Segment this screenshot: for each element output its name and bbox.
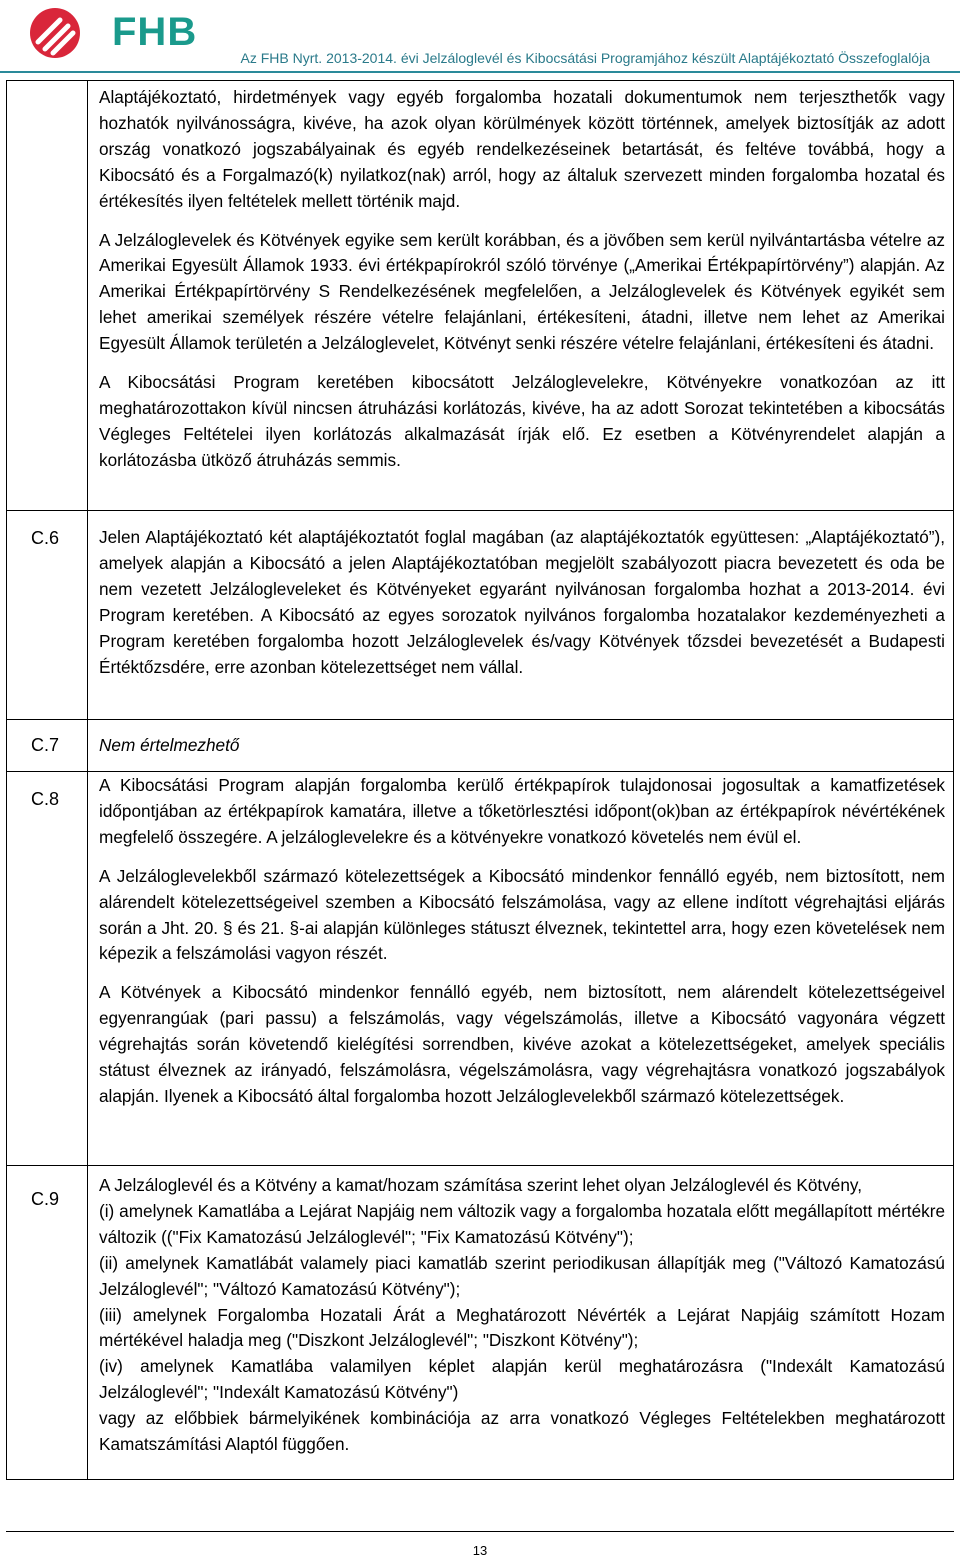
- text-line: (i) amelynek Kamatlába a Lejárat Napjáig nem változik vagy a forgalomba hozatala előtt megállapított mértékre változik (("Fix Kamatozású Jelzáloglevél"; "Fix Kamatozású Kötvény");: [99, 1200, 945, 1247]
- fhb-logo: [28, 6, 198, 60]
- paragraph: Jelen Alaptájékoztató két alaptájékoztatót foglal magában (az alaptájékoztatók együttesen: „Alaptájékoztató”), amelyek alapján a Kibocsátó a jelen Alaptájékoztatóban megjelölt szabályozott piacra bevezetett és oda be nem vezetett Jelzálogleveleket és Kötvényeket egyaránt nyilvánosan forgalomba hozhat a 2013-2014. évi Program keretében. A Kibocsátó az egyes sorozatok nyilvános forgalomba hozatalakor kezdeményezheti a Program keretében forgalomba hozott Jelzáloglevelek és/vagy Kötvények tőzsdei bevezetését a Budapesti Értéktőzsdére, erre azonban kötelezettséget nem vállal.: [99, 527, 945, 677]
- document-header-title: Az FHB Nyrt. 2013-2014. évi Jelzáloglevél és Kibocsátási Programjához készült Alaptájékoztató Összefoglalója: [240, 50, 930, 66]
- header-divider: [0, 71, 960, 73]
- row-continued-content: [99, 85, 945, 487]
- paragraph: A Jelzáloglevelek és Kötvények egyike sem került korábban, és a jövőben sem kerül nyilvántartásba vételre az Amerikai Egyesült Államok 1933. évi értékpapírokról szóló törvénye („Amerikai Értékpapírtörvény”) alapján. Az Amerikai Értékpapírtörvény S Rendelkezésének megfelelően, a Jelzáloglevelek és Kötvények egyikét sem lehet amerikai személyek részére vételre felajánlani, értékesíteni, átadni, illetve nem lehet az Amerikai Egyesült Államok területén a Jelzáloglevelet, Kötvényt senki részére vételre felajánlani, értékesíteni és átadni.: [99, 229, 945, 354]
- row-c8-content: [99, 773, 945, 1123]
- paragraph: A Kötvények a Kibocsátó mindenkor fennálló egyéb, nem biztosított, nem alárendelt kötelezettségeivel egyenrangúak (pari passu) a felszámolás, vagy végelszámolás, illetve a Kibocsátó vagyonára végzett végrehajtás során követendő kielégítési sorrendben, kivéve azokat a kötelezettségeket, amelyek speciális státust élveznek az irányadó, felszámolásra, végelszámolásra, vagy végrehajtásra vonatkozó jogszabályok alapján. Ilyenek a Kibocsátó által forgalomba hozott Jelzáloglevelekből származó kötelezettségek.: [99, 982, 945, 1106]
- text-line: vagy az előbbiek bármelyikének kombinációja az arra vonatkozó Végleges Feltételekben meghatározott Kamatszámítási Alaptól függően.: [99, 1408, 945, 1455]
- paragraph: A Kibocsátási Program keretében kibocsátott Jelzáloglevelekre, Kötvényekre vonatkozóan az itt meghatározottakon kívül nincsen átruházási korlátozás, kivéve, ha az adott Sorozat tekintetében a kibocsátás Végleges Feltételei ilyen korlátozás alkalmazását írják elő. Ez esetben a Kötvényrendelet alapján a korlátozásba ütköző átruházás semmis.: [99, 372, 945, 470]
- brand-name: FHB: [112, 10, 198, 54]
- text-line: (iii) amelynek Forgalomba Hozatali Árát a Meghatározott Névérték a Lejárat Napjáig számított Hozam mértékével haladja meg ("Diszkont Jelzáloglevél"; "Diszkont Kötvény");: [99, 1304, 945, 1351]
- row-code-c7: C.7: [31, 735, 60, 755]
- paragraph: Alaptájékoztató, hirdetmények vagy egyéb forgalomba hozatali dokumentumok nem terjeszthetők vagy hozhatók nyilvánosságra, kivéve, ha azok olyan körülmények között történnek, amelyek biztosítják az adott ország vonatkozó jogszabályainak és egyéb rendelkezéseinek betartását, és feltéve továbbá, hogy a Kibocsátó és a Forgalmazó(k) nyilatkoz(nak) arról, hogy az általuk szervezett minden forgalomba hozatal és értékesítés ilyen feltételek mellett történik majd.: [99, 87, 945, 211]
- text-line: A Jelzáloglevél és a Kötvény a kamat/hozam számítása szerint lehet olyan Jelzáloglevél és Kötvény,: [99, 1175, 863, 1195]
- row-code-c9: C.9: [31, 1189, 60, 1209]
- paragraph: A Jelzáloglevelekből származó kötelezettségek a Kibocsátó mindenkor fennálló egyéb, nem biztosított, nem alárendelt kötelezettségeivel szemben a Kibocsátó felszámolása, vagy az ellene indított végrehajtási eljárás során a Jht. 20. § és 21. §-ai alapján különleges státuszt élveznek, tekintettel arra, hogy ezen követelések nem képezik a felszámolási vagyon részét.: [99, 865, 945, 964]
- paragraph: Nem értelmezhető: [99, 735, 240, 755]
- row-code-c6: C.6: [31, 528, 60, 548]
- row-divider: [7, 510, 953, 511]
- row-code-c8: C.8: [31, 789, 60, 809]
- fhb-logo-icon: [28, 6, 84, 60]
- row-c7-content: [99, 733, 945, 772]
- page-number: 13: [472, 1543, 488, 1558]
- row-c9-content: [99, 1173, 945, 1458]
- text-line: (iv) amelynek Kamatlába valamilyen képlet alapján kerül meghatározásra ("Indexált Kamatozású Jelzáloglevél"; "Indexált Kamatozású Kötvény"): [99, 1356, 945, 1403]
- row-divider: [7, 719, 953, 720]
- column-divider: [87, 81, 88, 1479]
- row-c6-content: [99, 525, 945, 693]
- row-divider: [7, 1165, 953, 1166]
- text-line: (ii) amelynek Kamatlábát valamely piaci kamatláb szerint periodikusan állapítják meg ("Változó Kamatozású Jelzáloglevél"; "Változó Kamatozású Kötvény");: [99, 1252, 945, 1299]
- page-header: [0, 0, 960, 80]
- paragraph: A Kibocsátási Program alapján forgalomba kerülő értékpapírok tulajdonosai jogosultak a kamatfizetések időpontjában az értékpapírok kamatára, illetve a tőketörlesztési időpont(ok)ban az értékpapírok névértékének megfelelő összegére. A jelzáloglevelekre és a kötvényekre vonatkozó követelés nem évül el.: [99, 775, 945, 847]
- summary-table: [6, 80, 954, 1480]
- footer-divider: [6, 1531, 954, 1532]
